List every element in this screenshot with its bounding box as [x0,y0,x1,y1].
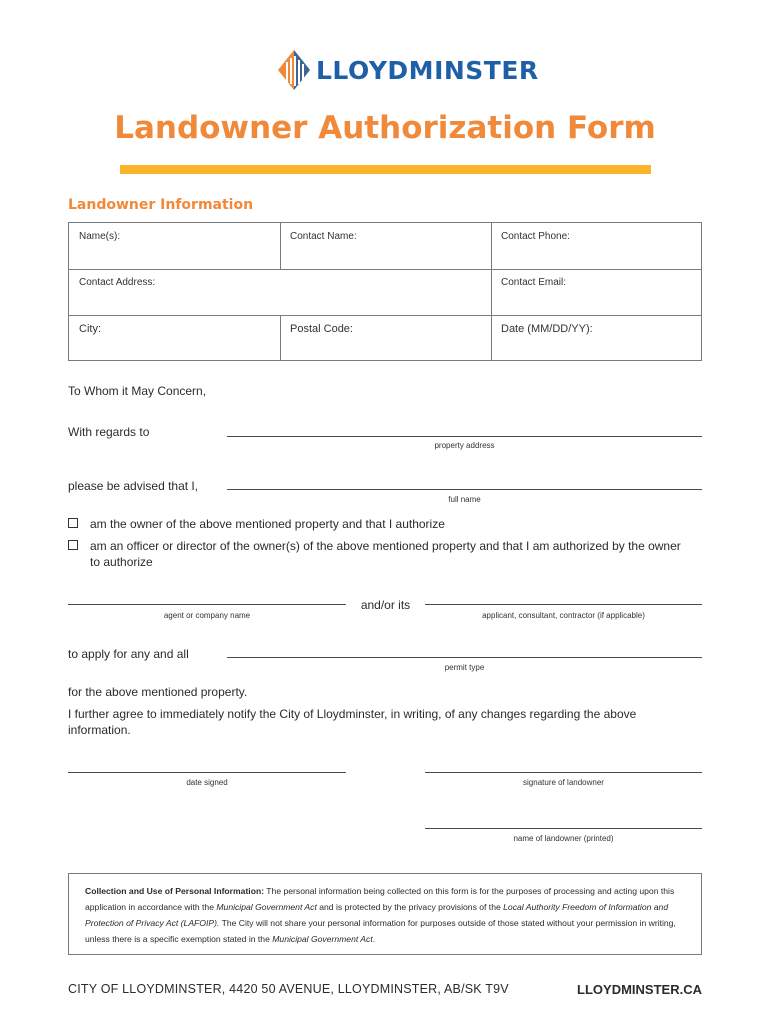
postal-code-label: Postal Code: [290,323,353,335]
applicant-line[interactable] [425,604,702,605]
officer-checkbox[interactable] [68,540,78,550]
agree-text-line2: information. [68,723,131,737]
date-field[interactable] [491,315,701,360]
contact-phone-label: Contact Phone: [501,231,570,242]
date-signed-line[interactable] [68,772,346,773]
privacy-notice [68,873,702,955]
salutation: To Whom it May Concern, [68,384,207,398]
privacy-notice-heading: Collection and Use of Personal Information: [85,886,265,896]
applicant-caption: applicant, consultant, contractor (if applicable) [482,611,645,620]
advised-label: please be advised that I, [68,479,199,493]
names-field[interactable] [69,223,280,269]
postal-code-field[interactable] [280,315,491,360]
owner-checkbox[interactable] [68,518,78,528]
agree-text-line1: I further agree to immediately notify the City of Lloydminster, in writing, of any changes regarding the above [68,707,637,721]
printed-name-caption: name of landowner (printed) [513,834,614,843]
section-title-landowner-information: Landowner Information [68,197,254,213]
contact-name-label: Contact Name: [290,231,357,242]
agent-name-line[interactable] [68,604,346,605]
officer-option-label-cont: to authorize [90,555,153,569]
privacy-notice-text: and is protected by the privacy provisions of the [316,902,504,912]
property-address-line[interactable] [227,436,702,437]
signature-caption: signature of landowner [523,778,604,787]
page-title: Landowner Authorization Form [114,110,656,146]
date-label: Date (MM/DD/YY): [501,323,593,335]
privacy-notice-act: Municipal Government Act [272,934,373,944]
apply-label: to apply for any and all [68,647,189,661]
agent-caption: agent or company name [163,611,251,620]
landowner-info-table [68,222,702,361]
privacy-notice-act: Local Authority Freedom of Information and Protection of Privacy Act (LAFOIP). [85,902,669,928]
property-address-caption: property address [434,441,495,450]
contact-name-field[interactable] [280,223,491,269]
property-line-text: for the above mentioned property. [68,685,248,699]
title-underline [120,165,651,174]
full-name-line[interactable] [227,489,702,490]
printed-name-line[interactable] [425,828,702,829]
city-field[interactable] [69,315,280,360]
contact-phone-field[interactable] [491,223,701,269]
footer-website-link[interactable]: LLOYDMINSTER.CA [577,982,702,997]
regards-label: With regards to [68,425,150,439]
logo-text: LLOYDMINSTER [316,55,539,85]
owner-option-label: am the owner of the above mentioned property and that I authorize [90,517,445,531]
andor-label: and/or its [360,598,411,612]
footer-address: CITY OF LLOYDMINSTER, 4420 50 AVENUE, LLOYDMINSTER, AB/SK T9V [68,982,509,996]
city-logo-icon [276,48,312,92]
signature-line[interactable] [425,772,702,773]
city-logo [276,48,539,92]
privacy-notice-text: The personal information being collected on this form is for the purposes of processing and acting upon this application in accordance with the [85,886,675,912]
city-label: City: [79,323,101,335]
contact-email-label: Contact Email: [501,277,567,288]
permit-type-caption: permit type [444,663,485,672]
permit-type-line[interactable] [227,657,702,658]
privacy-notice-text: The City will not share your personal information for purposes outside of those stated without your permission in writing, unless there is a specific exemption stated in the [85,918,676,944]
full-name-caption: full name [448,495,481,504]
officer-option-label: am an officer or director of the owner(s) of the above mentioned property and that I am authorized by the owner [90,539,681,553]
contact-email-field[interactable] [491,269,701,315]
contact-address-field[interactable] [69,269,491,315]
names-label: Name(s): [79,231,121,242]
date-signed-caption: date signed [186,778,228,787]
contact-address-label: Contact Address: [79,277,156,288]
privacy-notice-text: . [372,934,376,944]
privacy-notice-act: Municipal Government Act [216,902,317,912]
